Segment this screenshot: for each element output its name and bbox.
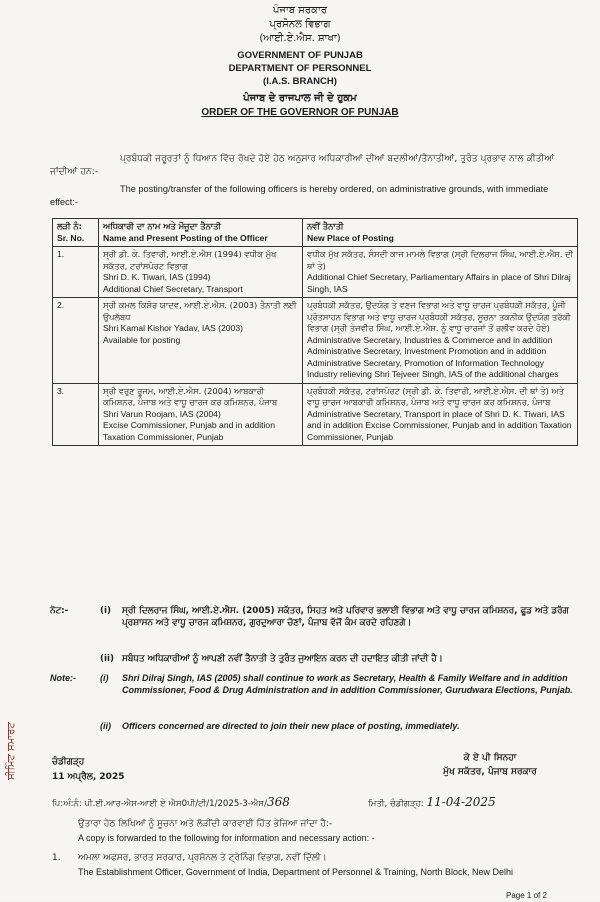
reference-date-label: ਮਿਤੀ, ਚੰਡੀਗੜ੍ਹ: (368, 799, 424, 809)
table-row (53, 247, 578, 298)
reference-number: 368 (267, 795, 290, 809)
side-stamp: ਸੀਮਿੰਟ ਸਮਾਰਟ (6, 722, 17, 780)
intro-en: The posting/transfer of the following officers is hereby ordered, on administrative grounds, with immediate effect:- (50, 184, 549, 207)
postings-table (52, 218, 578, 446)
row-sr: 2. (53, 298, 99, 384)
notes-pa-label: ਨੋਟ:- (50, 606, 69, 616)
reference-line (52, 796, 290, 810)
row-sr: 1. (53, 247, 99, 298)
letterhead (0, 4, 600, 119)
copy-en: A copy is forwarded to the following for information and necessary action: - (78, 833, 375, 843)
copy-item-1-en: The Establishment Officer, Government of India, Department of Personnel & Training, North Block, New Delhi (78, 867, 514, 877)
notes-pa-i-text: ਸ੍ਰੀ ਦਿਲਰਾਜ ਸਿੰਘ, ਆਈ.ਏ.ਐਸ. (2005) ਸਕੱਤਰ, ਸਿਹਤ ਅਤੇ ਪਰਿਵਾਰ ਭਲਾਈ ਵਿਭਾਗ ਅਤੇ ਵਾਧੂ ਚਾਰਜ ਕਮਿਸ਼ਨਰ, ਫੂਡ ਅਤੇ ਡਰੱਗ ਪ੍ਰਸ਼ਾਸਨ ਅਤੇ ਵਾਧੂ ਚਾਰਜ ਕਮਿਸ਼ਨਰ, ਗੁਰਦੁਆਰਾ ਚੋਣਾਂ, ਪੰਜਾਬ ਵੱਜੋਂ ਕੰਮ ਕਰਦੇ ਰਹਿਣਗੇ। (122, 606, 569, 628)
page-number: Page 1 of 2 (506, 891, 547, 900)
header-en-line3: (I.A.S. BRANCH) (263, 76, 337, 87)
order-title-pa: ਪੰਜਾਬ ਦੇ ਰਾਜਪਾਲ ਜੀ ਦੇ ਹੁਕਮ (243, 93, 357, 104)
notes-pa-ii-text: ਸਬੰਧਤ ਅਧਿਕਾਰੀਆਂ ਨੂੰ ਆਪਣੀ ਨਵੀਂ ਤੈਨਾਤੀ ਤੇ ਤੁਰੰਤ ਜੁਆਇਨ ਕਰਨ ਦੀ ਹਦਾਇਤ ਕੀਤੀ ਜਾਂਦੀ ਹੈ। (122, 654, 443, 664)
notes-en-ii-num: (ii) (100, 721, 111, 731)
row-new-posting: ਵਧੀਕ ਮੁੱਖ ਸਕੱਤਰ, ਸੰਸਦੀ ਕਾਜ ਮਾਮਲੇ ਵਿਭਾਗ (ਸ੍ਰੀ ਦਿਲਰਾਜ ਸਿੰਘ, ਆਈ.ਏ.ਐਸ. ਦੀ ਥਾਂ ਤੇ) Additional Chief Secretary, Parliamentary Affairs in place of Shri Dilraj Singh, IAS (303, 247, 578, 298)
row-new-posting: ਪ੍ਰਬੰਧਕੀ ਸਕੱਤਰ, ਟਰਾਂਸਪੋਰਟ (ਸ੍ਰੀ ਡੀ. ਕੇ. ਤਿਵਾਰੀ, ਆਈ.ਏ.ਐਸ. ਦੀ ਥਾਂ ਤੇ) ਅਤੇ ਵਾਧੂ ਚਾਰਜ ਆਬਕਾਰੀ ਕਮਿਸ਼ਨਰ, ਪੰਜਾਬ ਅਤੇ ਵਾਧੂ ਚਾਰਜ ਕਰ ਕਮਿਸ਼ਨਰ, ਪੰਜਾਬ Administrative Secretary, Transport in place of Shri D. K. Tiwari, IAS and in addition Excise Commissioner, Punjab and in addition Taxation Commissioner, Punjab (303, 383, 578, 446)
notes-en-label: Note:- (50, 673, 76, 683)
header-pa-line2: ਪ੍ਰਸੋਨਲ ਵਿਭਾਗ (269, 19, 331, 30)
notes-en-i-text: Shri Dilraj Singh, IAS (2005) shall continue to work as Secretary, Health & Family Welfare and in addition Commissioner, Food & Drug Administration and in addition Commissioner, Gurudwara Elections, Punjab. (122, 673, 573, 695)
header-sr-no: ਲੜੀ ਨੰ: Sr. No. (53, 219, 99, 247)
order-date: 11 ਅਪ੍ਰੈਲ, 2025 (52, 772, 125, 782)
header-en-line1: GOVERNMENT OF PUNJAB (237, 50, 363, 61)
row-officer: ਸ੍ਰੀ ਡੀ. ਕੇ. ਤਿਵਾਰੀ, ਆਈ.ਏ.ਐਸ (1994) ਵਧੀਕ ਮੁੱਖ ਸਕੱਤਰ, ਟਰਾਂਸਪੋਰਟ ਵਿਭਾਗ Shri D. K. Tiwari, IAS (1994) Additional Chief Secretary, Transport (99, 247, 303, 298)
notes-en-ii-text: Officers concerned are directed to join their new place of posting, immediately. (122, 721, 460, 731)
signatory-title: ਮੁੱਖ ਸਕੱਤਰ, ਪੰਜਾਬ ਸਰਕਾਰ (443, 767, 537, 777)
table-row (53, 298, 578, 384)
signatory-name: ਕੇ ਏ ਪੀ ਸਿਨਹਾ (463, 753, 517, 763)
row-officer: ਸ੍ਰੀ ਵਰੁਣ ਰੂਜਮ, ਆਈ.ਏ.ਐਸ. (2004) ਆਬਕਾਰੀ ਕਮਿਸ਼ਨਰ, ਪੰਜਾਬ ਅਤੇ ਵਾਧੂ ਚਾਰਜ ਕਰ ਕਮਿਸ਼ਨਰ, ਪੰਜਾਬ Shri Varun Roojam, IAS (2004) Excise Commissioner, Punjab and in addition Taxation Commissioner, Punjab (99, 383, 303, 446)
notes-en (50, 672, 580, 737)
reference-date: 11-04-2025 (426, 795, 496, 809)
notes-pa (50, 605, 580, 675)
notes-pa-i-num: (i) (100, 606, 112, 616)
order-title-en: ORDER OF THE GOVERNOR OF PUNJAB (201, 107, 399, 118)
row-sr: 3. (53, 383, 99, 446)
header-pa-line1: ਪੰਜਾਬ ਸਰਕਾਰ (273, 5, 327, 16)
reference-prefix: ਪਿ:ਅੰ:ਨੰ: ਪੀ.ਈ.ਆਰ-ਐਸ-ਆਈ ਏ ਐਸ0ਪੀ/ਟੀ/1/2025-3-ਐਸ/ (52, 799, 267, 809)
reference-date-block (368, 796, 496, 810)
copy-item-1-pa: ਅਮਲਾ ਅਫਸਰ, ਭਾਰਤ ਸਰਕਾਰ, ਪ੍ਰਸੋਨਲ ਤੇ ਟ੍ਰੇਨਿੰਗ ਵਿਭਾਗ, ਨਵੀਂ ਦਿੱਲੀ। (78, 853, 327, 863)
copy-pa: ਉਤਾਰਾ ਹੇਠ ਲਿਖਿਆਂ ਨੂੰ ਸੂਚਨਾ ਅਤੇ ਲੋੜੀਂਦੀ ਕਾਰਵਾਈ ਹਿੱਤ ਭੇਜਿਆ ਜਾਂਦਾ ਹੈ:- (78, 819, 333, 829)
header-name-posting: ਅਧਿਕਾਰੀ ਦਾ ਨਾਮ ਅਤੇ ਮੌਜੂਦਾ ਤੈਨਾਤੀ Name and Present Posting of the Officer (99, 219, 303, 247)
header-pa-line3: (ਆਈ.ਏ.ਐਸ. ਸ਼ਾਖਾ) (259, 33, 341, 44)
header-new-posting: ਨਵੀਂ ਤੈਨਾਤੀ New Place of Posting (303, 219, 578, 247)
header-en-line2: DEPARTMENT OF PERSONNEL (228, 63, 372, 74)
notes-pa-ii-num: (ii) (100, 654, 115, 664)
place: ਚੰਡੀਗੜ੍ਹ (52, 757, 85, 767)
intro-pa: ਪ੍ਰਬੰਧਕੀ ਜਰੂਰਤਾਂ ਨੂੰ ਧਿਆਨ ਵਿੱਚ ਰੱਖਦੇ ਹੋਏ ਹੇਠ ਅਨੁਸਾਰ ਅਧਿਕਾਰੀਆਂ ਦੀਆਂ ਬਦਲੀਆਂ/ਤੈਨਾਤੀਆਂ, ਤੁਰੰਤ ਪ੍ਰਭਾਵ ਨਾਲ ਕੀਤੀਆਂ ਜਾਂਦੀਆਂ ਹਨ:- (50, 153, 555, 177)
table-header-row (53, 219, 578, 247)
copy-item-1-num: 1. (52, 853, 61, 863)
table-row (53, 383, 578, 446)
row-officer: ਸ੍ਰੀ ਕਮਲ ਕਿਸ਼ੋਰ ਯਾਦਵ, ਆਈ.ਏ.ਐਸ. (2003) ਤੈਨਾਤੀ ਲਈ ਉਪਲੱਬਧ Shri Kamal Kishor Yadav, IAS (2003) Available for posting (99, 298, 303, 384)
notes-en-i-num: (i) (100, 673, 109, 683)
row-new-posting: ਪ੍ਰਬੰਧਕੀ ਸਕੱਤਰ, ਉਦਯੋਗ ਤੇ ਵਣਜ ਵਿਭਾਗ ਅਤੇ ਵਾਧੂ ਚਾਰਜ ਪ੍ਰਬੰਧਕੀ ਸਕੱਤਰ, ਪੂੰਜੀ ਪ੍ਰੋਤਸਾਹਨ ਵਿਭਾਗ ਅਤੇ ਵਾਧੂ ਚਾਰਜ ਪ੍ਰਬੰਧਕੀ ਸਕੱਤਰ, ਸੂਚਨਾ ਤਕਨੀਕ ਉਦਯੋਗ ਤਰੱਕੀ ਵਿਭਾਗ (ਸ੍ਰੀ ਤੇਜਵੀਰ ਸਿੰਘ, ਆਈ.ਏ.ਐਸ. ਨੂੰ ਵਾਧੂ ਚਾਰਜਾਂ ਤੋਂ ਰਲੀਵ ਕਰਦੇ ਹੋਏ) Administrative Secretary, Industries & Commerce and in addition Administrative Secretary, Investment Promotion and in addition Administrative Secretary, Promotion of Information Technology Industry relieving Shri Tejveer Singh, IAS of the additional charges (303, 298, 578, 384)
